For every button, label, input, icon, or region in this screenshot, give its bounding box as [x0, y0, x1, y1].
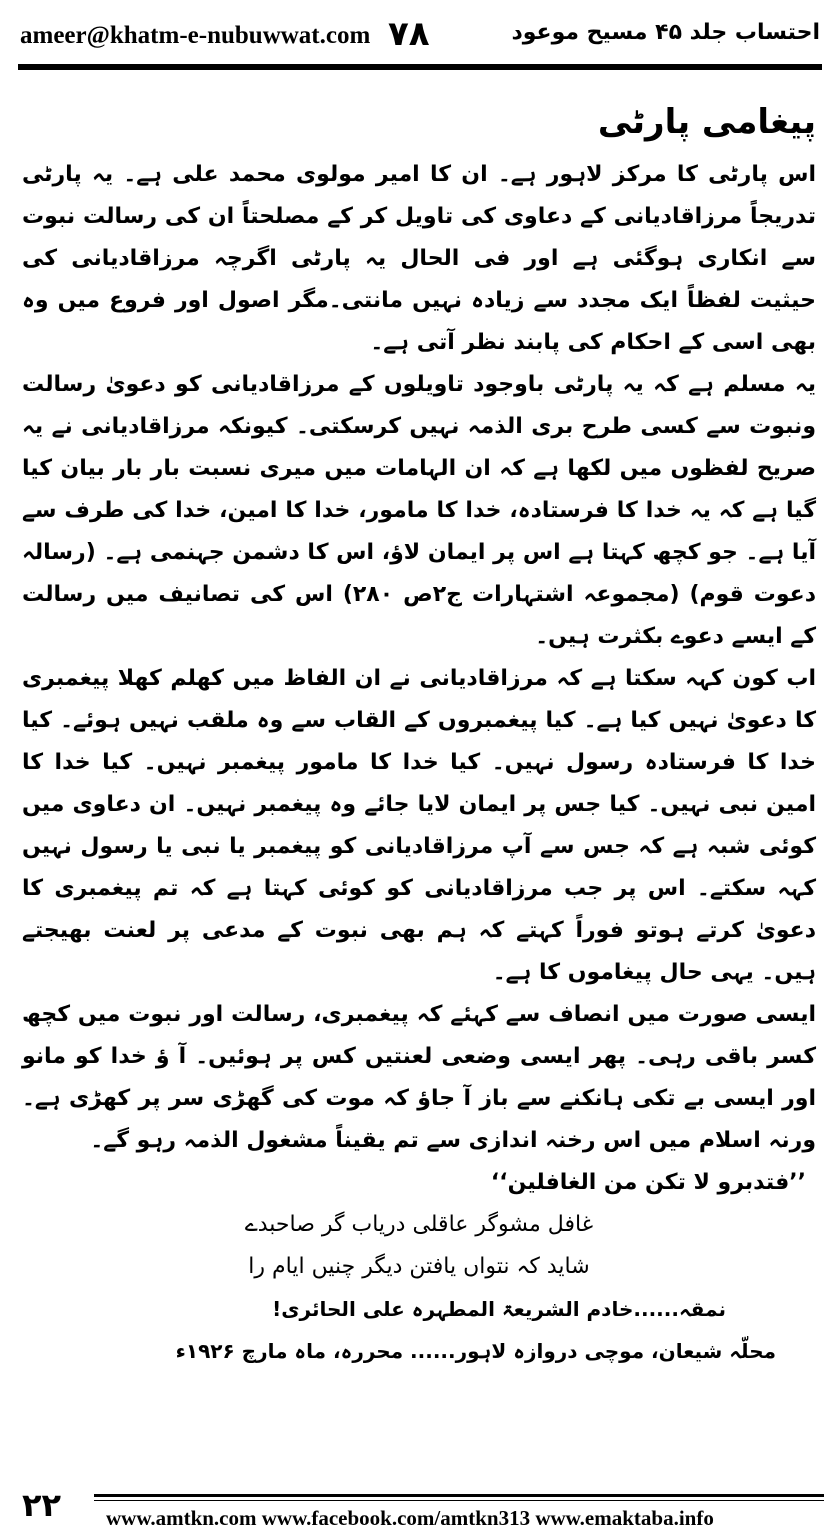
- footer-rule-thick: [94, 1494, 824, 1497]
- paragraph-2: یہ مسلم ہے کہ یہ پارٹی باوجود تاویلوں کے مرزاقادیانی کو دعویٰ رسالت ونبوت سے کسی طرح بری الذمہ نہیں کرسکتی۔ کیونکہ مرزاقادیانی نے یہ صریح لفظوں میں لکھا ہے کہ ان الہامات میں میری نسبت بار بار بیان کیا گیا ہے کہ یہ خدا کا فرستادہ، خدا کا مامور، خدا کا امین، خدا کی طرف سے آیا ہے۔ جو کچھ کہتا ہے اس پر ایمان لاؤ، اس کا دشمن جہنمی ہے۔ (رسالہ دعوت قوم) (مجموعہ اشتہارات ج۲ص ۲۸۰) اس کی تصانیف میں رسالت کے ایسے دعوے بکثرت ہیں۔: [22, 372, 816, 649]
- article-body: [22, 92, 816, 1372]
- page-footer: [0, 1484, 840, 1540]
- running-title: احتساب جلد ۴۵ مسیح موعود: [511, 20, 820, 45]
- place-and-date: محلّہ شیعان، موچی دروازہ لاہور...... محررہ، ماہ مارچ ۱۹۲۶ء: [175, 1339, 776, 1363]
- arabic-quote: ’’فتدبرو لا تکن من الغافلین‘‘: [490, 1170, 806, 1195]
- footer-website-links: www.amtkn.com www.facebook.com/amtkn313 www.emaktaba.info: [106, 1506, 714, 1530]
- email-address: ameer@khatm-e-nubuwwat.com: [20, 22, 371, 49]
- header-rule: [18, 64, 822, 70]
- author-signature: نمقہ......خادم الشریعۃ المطہرہ علی الحائری!: [272, 1297, 726, 1321]
- paragraph-4: ایسی صورت میں انصاف سے کہئے کہ پیغمبری، رسالت اور نبوت میں کچھ کسر باقی رہی۔ پھر ایسی وضعی لعنتیں کس پر ہوئیں۔ آ ؤ خدا کو مانو اور ایسی بے تکی ہانکنے سے باز آ جاؤ کہ موت کی گھڑی سر پر کھڑی ہے۔ ورنہ اسلام میں اس رخنہ اندازی سے تم یقیناً مشغول الذمہ رہو گے۔: [22, 1002, 816, 1153]
- article-heading: پیغامی پارٹی: [597, 102, 816, 142]
- paragraph-3: اب کون کہہ سکتا ہے کہ مرزاقادیانی نے ان الفاظ میں کھلم کھلا پیغمبری کا دعویٰ نہیں کیا ہے۔ کیا پیغمبروں کے القاب سے وہ ملقب نہیں ہوئے۔ کیا خدا کا فرستادہ رسول نہیں۔ کیا خدا کا مامور پیغمبر نہیں۔ کیا خدا کا امین نبی نہیں۔ کیا جس پر ایمان لایا جائے وہ پیغمبر نہیں۔ ان دعاوی میں کوئی شبہ ہے کہ جس سے آپ مرزاقادیانی کو پیغمبر یا نبی یا رسول نہیں کہہ سکتے۔ اس پر جب مرزاقادیانی کو کوئی کہتا ہے کہ تم پیغمبری کا دعویٰ کرتے ہوتو فوراً کہتے کہ ہم بھی نبوت کے مدعی پر لعنت بھیجتے ہیں۔ یہی حال پیغاموں کا ہے۔: [22, 666, 816, 985]
- page-number-bottom: ۲۲: [22, 1486, 62, 1524]
- persian-verse-1: غافل مشوگر عاقلی دریاب گر صاحبدے: [244, 1212, 594, 1237]
- page-header: [0, 0, 840, 72]
- paragraph-1: اس پارٹی کا مرکز لاہور ہے۔ ان کا امیر مولوی محمد علی ہے۔ یہ پارٹی تدریجاً مرزاقادیانی کے دعاوی کی تاویل کر کے مصلحتاً ان کی رسالت نبوت سے انکاری ہوگئی ہے اور فی الحال یہ پارٹی اگرچہ مرزاقادیانی کی حیثیت لفظاً ایک مجدد سے زیادہ نہیں مانتی۔مگر اصول اور فروع میں وہ بھی اسی کے احکام کی پابند نظر آتی ہے۔: [22, 162, 816, 355]
- persian-verse-2: شاید کہ نتواں یافتن دیگر چنیں ایام را: [248, 1254, 590, 1279]
- footer-rule-thin: [94, 1500, 824, 1501]
- page-number-top: ۷۸: [388, 14, 430, 54]
